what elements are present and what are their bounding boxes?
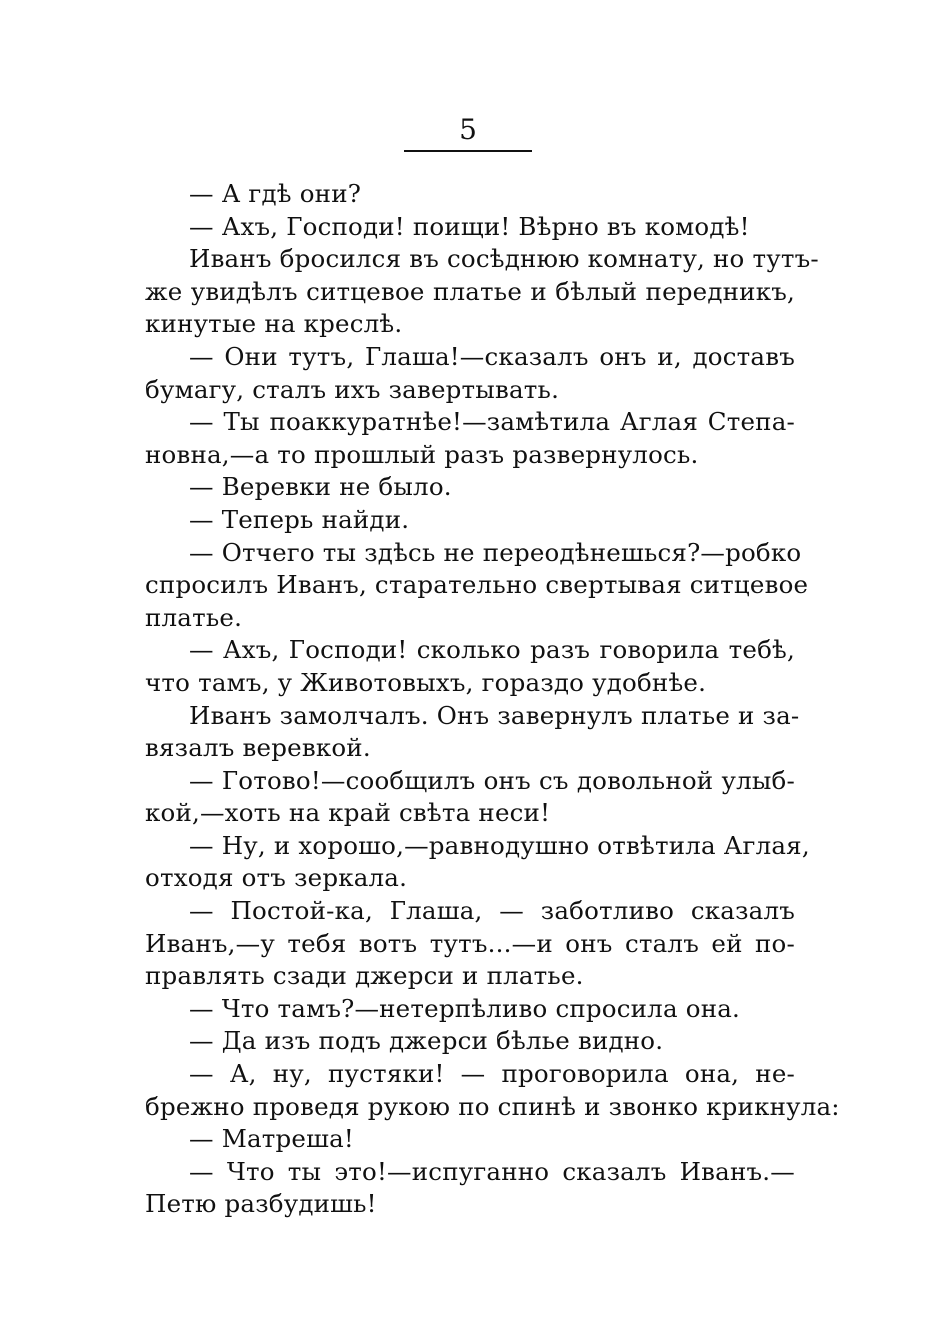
text-line: Иванъ бросился въ сосѣднюю комнату, но тутъ-	[189, 244, 819, 274]
text-line: платье.	[145, 602, 243, 632]
header-rule	[404, 150, 532, 152]
text-line: же увидѣлъ ситцевое платье и бѣлый передникъ,	[145, 276, 795, 306]
text-line: спросилъ Иванъ, старательно свертывая ситцевое	[145, 570, 809, 600]
text-line: — Постой-ка, Глаша, — заботливо сказалъ	[189, 896, 795, 926]
text-line: — Отчего ты здѣсь не переодѣнешься?—робко	[189, 537, 802, 567]
text-line: вязалъ веревкой.	[145, 733, 371, 763]
text-line: бумагу, сталъ ихъ завертывать.	[145, 374, 560, 404]
text-line: кинутые на креслѣ.	[145, 309, 403, 339]
text-line: — Ты поаккуратнѣе!—замѣтила Аглая Степа-	[189, 407, 795, 437]
text-line: правлять сзади джерси и платье.	[145, 961, 584, 991]
text-line: Петю разбудишь!	[145, 1189, 377, 1219]
text-line: — Они тутъ, Глаша!—сказалъ онъ и, доставъ	[189, 341, 795, 371]
text-line: отходя отъ зеркала.	[145, 863, 408, 893]
text-line: брежно проведя рукою по спинѣ и звонко крикнула:	[145, 1091, 840, 1121]
text-line: что тамъ, у Животовыхъ, гораздо удобнѣе.	[145, 667, 707, 697]
text-line: — Готово!—сообщилъ онъ съ довольной улыб-	[189, 765, 795, 795]
text-line: новна,—а то прошлый разъ развернулось.	[145, 439, 699, 469]
text-line: — Что тамъ?—нетерпѣливо спросила она.	[189, 993, 741, 1023]
text-line: — Да изъ подъ джерси бѣлье видно.	[189, 1026, 664, 1056]
text-line: — А гдѣ они?	[189, 179, 362, 208]
text-line: — Что ты это!—испуганно сказалъ Иванъ.—	[189, 1156, 795, 1186]
body-text	[145, 178, 840, 1221]
text-line: — Ахъ, Господи! сколько разъ говорила тебѣ,	[189, 635, 795, 665]
text-line: Иванъ замолчалъ. Онъ завернулъ платье и за-	[189, 700, 800, 730]
text-line: — А, ну, пустяки! — проговорила она, не-	[189, 1059, 795, 1089]
text-line: Иванъ,—у тебя вотъ тутъ...—и онъ сталъ ей по-	[145, 928, 795, 958]
page-number: 5	[459, 113, 477, 146]
text-line: кой,—хоть на край свѣта неси!	[145, 798, 551, 828]
text-line: — Ну, и хорошо,—равнодушно отвѣтила Аглая,	[189, 830, 810, 860]
text-line: — Веревки не было.	[189, 472, 452, 502]
text-line: — Матреша!	[189, 1124, 354, 1154]
text-line: — Теперь найди.	[189, 504, 410, 534]
text-line: — Ахъ, Господи! поищи! Вѣрно въ комодѣ!	[189, 211, 750, 241]
